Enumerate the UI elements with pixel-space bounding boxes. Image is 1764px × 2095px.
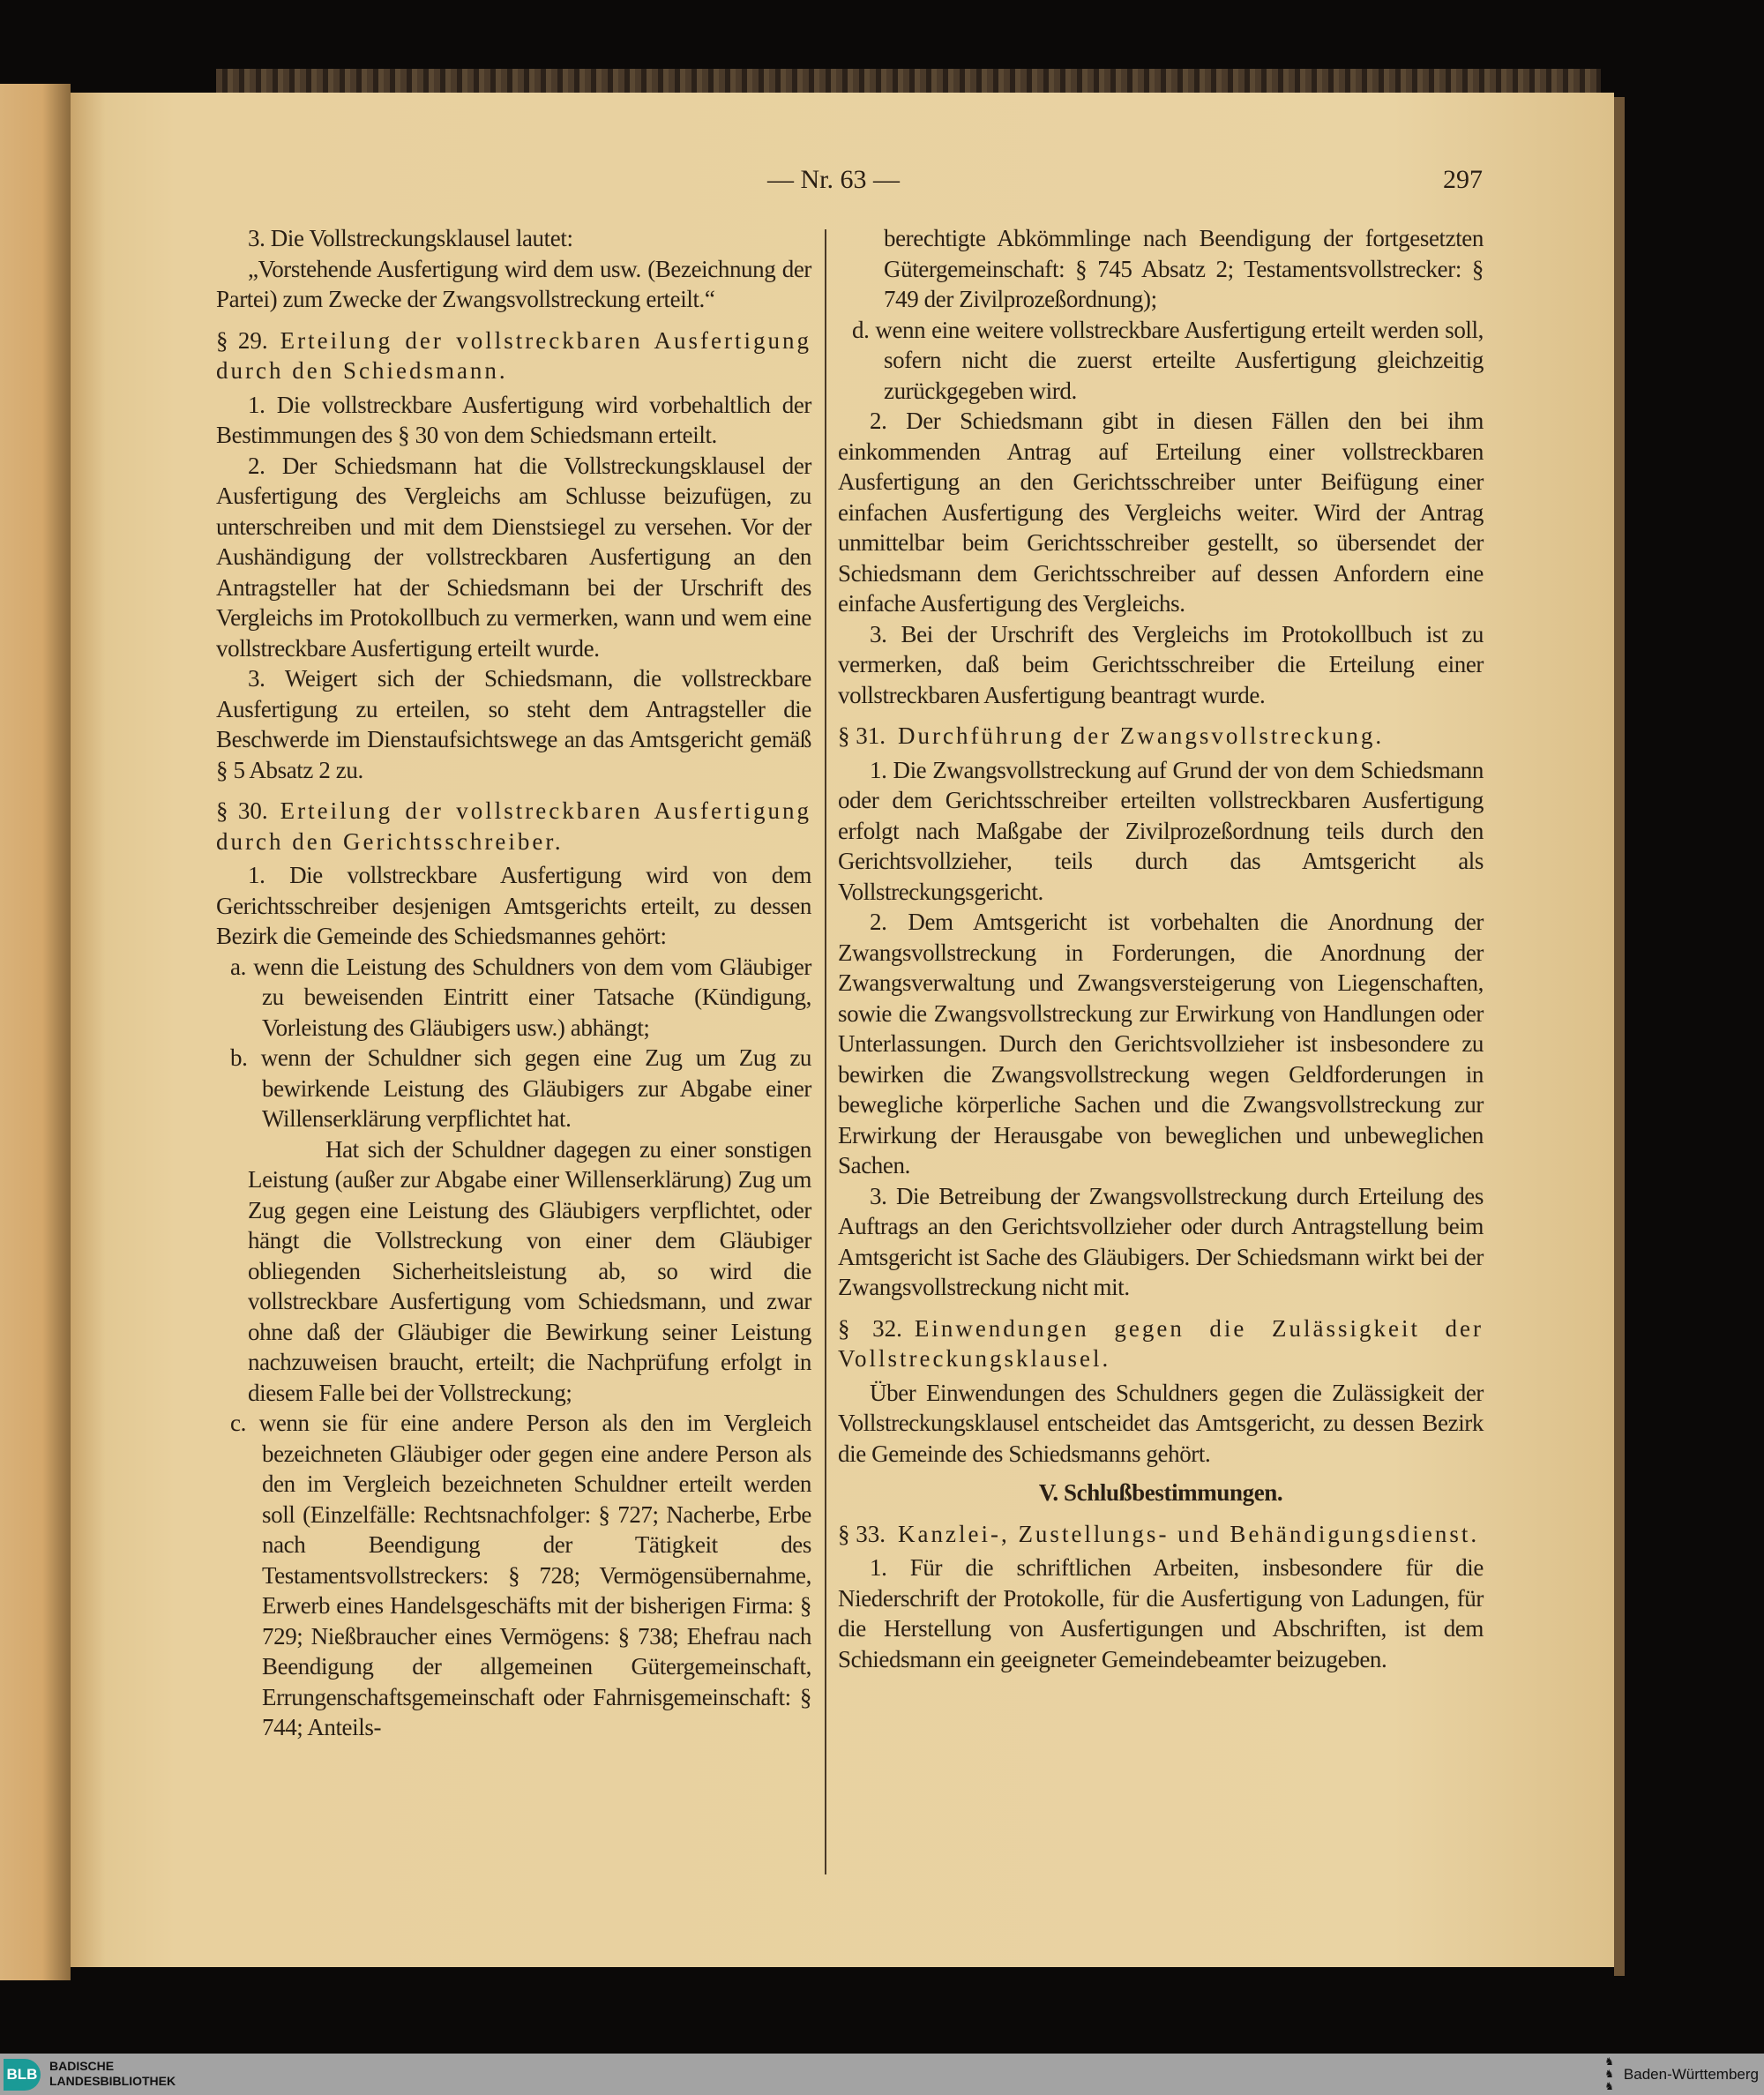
list-item-a: a. wenn die Leistung des Schuldners von dem vom Gläubiger zu beweisenden Eintritt einer Tatsache (Kündigung, Vorleistung des Gläubigers usw.) abhängt; <box>230 953 811 1041</box>
section-heading-32 <box>838 1313 1484 1374</box>
right-column <box>838 223 1484 1674</box>
paragraph: 3. Bei der Urschrift des Vergleichs im Protokollbuch ist zu vermerken, daß beim Gerichtsschreiber die Erteilung einer vollstreckbaren Ausfertigung beantragt wurde. <box>838 620 1484 708</box>
column-divider <box>825 229 826 1874</box>
paragraph: 3. Die Betreibung der Zwangsvollstreckung durch Erteilung des Auftrags an den Gerichtsvollzieher oder durch Antragstellung beim Amtsgericht ist Sache des Gläubigers. Der Schiedsmann wirkt bei der Zwangsvollstreckung nicht mit. <box>838 1182 1484 1300</box>
paragraph: 2. Dem Amtsgericht ist vorbehalten die Anordnung der Zwangsvollstreckung in Forderungen, die Anordnung der Zwangsverwaltung und Zwangsversteigerung von Liegenschaften, sowie die Zwangsvollstreckung zur Erwirkung von Handlungen oder Unterlassungen. Durch den Gerichtsvollzieher ist insbesondere zu bewirken die Zwangsvollstreckung wegen Geldforderungen in bewegliche körperliche Sachen und die Zwangsvollstreckung zur Erwirkung der Herausgabe von beweglichen und unbeweglichen Sachen. <box>838 909 1484 1178</box>
page-top-edge <box>216 69 1601 95</box>
paragraph: 3. Weigert sich der Schiedsmann, die vollstreckbare Ausfertigung zu erteilen, so steht dem Antragsteller die Beschwerde im Dienstaufsichtswege an das Amtsgericht gemäß § 5 Absatz 2 zu. <box>216 665 811 783</box>
paragraph: 1. Die vollstreckbare Ausfertigung wird von dem Gerichtsschreiber desjenigen Amtsgerichts erteilt, zu dessen Bezirk die Gemeinde des Schiedsmannes gehört: <box>216 862 811 949</box>
paragraph: 1. Für die schriftlichen Arbeiten, insbesondere für die Niederschrift der Protokolle, für die Ausfertigung von Ladungen, für die Herstellung von Ausfertigungen und Abschriften, ist dem Schiedsmann ein geeigneter Gemeindebeamter beizugeben. <box>838 1554 1484 1672</box>
paragraph: 3. Die Vollstreckungsklausel lautet: <box>248 225 573 251</box>
section-number: § 31. <box>838 722 886 749</box>
section-title: Durchführung der Zwangsvollstreckung. <box>898 722 1385 749</box>
paragraph: 2. Der Schiedsmann gibt in diesen Fällen den bei ihm einkommenden Antrag auf Erteilung einer vollstreckbaren Ausfertigung an den Gerichtsschreiber unter Beifügung einer einfachen Ausfertigung des Vergleichs weiter. Wird der Antrag unmittelbar beim Gerichtsschreiber gestellt, so übersendet der Schiedsmann dem Gerichtsschreiber auf dessen Anfordern eine einfache Ausfertigung des Vergleichs. <box>838 408 1484 617</box>
section-number: § 29. <box>216 326 268 354</box>
page-number: 297 <box>1443 165 1483 194</box>
state-logo-text[interactable]: Baden-Württemberg <box>1623 2066 1759 2083</box>
section-number: § 33. <box>838 1520 886 1547</box>
paragraph: 2. Der Schiedsmann hat die Vollstreckungsklausel der Ausfertigung des Vergleichs am Schlusse beizufügen, zu unterschreiben und mit dem Dienstsiegel zu versehen. Vor der Aushändigung der vollstreckbaren Ausfertigung an den Antragsteller hat der Schiedsmann bei der Urschrift des Vergleichs im Protokollbuch zu vermerken, wann und wem eine vollstreckbare Ausfertigung erteilt wurde. <box>216 452 811 662</box>
quote: „Vorstehende Ausfertigung wird dem usw. (Bezeichnung der Partei) zum Zwecke der Zwangsvollstreckung erteilt.“ <box>216 255 811 312</box>
left-column <box>216 223 811 1743</box>
chapter-heading: V. Schlußbestimmungen. <box>1038 1479 1283 1506</box>
paragraph: Hat sich der Schuldner dagegen zu einer sonstigen Leistung (außer zur Abgabe einer Willenserklärung) Zug um Zug gegen eine Leistung des Gläubigers verpflichtet, oder hängt die Vollstreckung von einer dem Gläubiger obliegenden Sicherheitsleistung ab, so wird die vollstreckbare Ausfertigung vom Schiedsmann, und zwar ohne daß der Gläubiger die Bewirkung seiner Leistung nachzuweisen braucht, erteilt; die Nachprüfung erfolgt in diesem Falle bei der Vollstreckung; <box>248 1135 811 1406</box>
list-item-c: c. wenn sie für eine andere Person als den im Vergleich bezeichneten Gläubiger oder gegen eine andere Person als den im Vergleich bezeichneten Schuldner erteilt werden soll (Einzelfälle: Rechtsnachfolger: § 727; Nacherbe, Erbe nach Beendigung der Tätigkeit des Testamentsvollstreckers: § 728; Vermögensübernahme, Erwerb eines Handelsgeschäfts mit der bisherigen Firma: § 729; Nießbraucher eines Vermögens: § 738; Ehefrau nach Beendigung der allgemeinen Gütergemeinschaft, Errungenschaftsgemeinschaft oder Fahrnisgemeinschaft: § 744; Anteils- <box>230 1410 811 1740</box>
section-number: § 30. <box>216 797 268 824</box>
page-header <box>71 165 1614 200</box>
section-title: Einwendungen gegen die Zulässigkeit der Vollstreckungsklausel. <box>838 1314 1484 1372</box>
scanned-page <box>71 93 1614 1967</box>
library-name[interactable] <box>49 2059 176 2089</box>
section-heading-33 <box>838 1519 1484 1550</box>
viewer-footer <box>0 2054 1764 2095</box>
paragraph: 1. Die Zwangsvollstreckung auf Grund der von dem Schiedsmann oder dem Gerichtsschreiber erteilten vollstreckbaren Ausfertigung erfolgt nach Maßgabe der Zivilprozeßordnung teils durch den Gerichtsvollzieher, teils durch das Amtsgericht als Vollstreckungsgericht. <box>838 756 1484 905</box>
list-item-c-continued: berechtigte Abkömmlinge nach Beendigung der fortgesetzten Gütergemeinschaft: § 745 Absatz 2; Testamentsvollstrecker: § 749 der Zivilprozeßordnung); <box>884 225 1484 312</box>
section-heading-31 <box>838 721 1484 752</box>
section-number: § 32. <box>838 1314 902 1342</box>
section-title: Erteilung der vollstreckbaren Ausfertigung durch den Gerichtsschreiber. <box>216 797 811 855</box>
section-title: Kanzlei-, Zustellungs- und Behändigungsdienst. <box>898 1520 1480 1547</box>
library-name-line2: LANDESBIBLIOTHEK <box>49 2074 176 2088</box>
paragraph: Über Einwendungen des Schuldners gegen die Zulässigkeit der Vollstreckungsklausel entscheidet das Amtsgericht, zu dessen Bezirk die Gemeinde des Schiedsmanns gehört. <box>838 1379 1484 1467</box>
list-item-b: b. wenn der Schuldner sich gegen eine Zug um Zug zu bewirkende Leistung des Gläubigers zur Abgabe einer Willenserklärung verpflichtet hat. <box>230 1044 811 1132</box>
section-title: Erteilung der vollstreckbaren Ausfertigung durch den Schiedsmann. <box>216 326 811 384</box>
section-heading-29 <box>216 325 811 386</box>
section-heading-30 <box>216 796 811 857</box>
paragraph: 1. Die vollstreckbare Ausfertigung wird vorbehaltlich der Bestimmungen des § 30 von dem Schiedsmann erteilt. <box>216 391 811 448</box>
issue-number: — Nr. 63 — <box>767 165 900 194</box>
lions-coat-of-arms-icon: ♞ ♞ ♞ <box>1604 2055 1614 2092</box>
blb-logo[interactable]: BLB <box>4 2059 41 2091</box>
list-item-d: d. wenn eine weitere vollstreckbare Ausfertigung erteilt werden soll, sofern nicht die zuerst erteilte Ausfertigung gleichzeitig zurückgegeben wird. <box>852 316 1484 404</box>
library-name-line1: BADISCHE <box>49 2059 115 2073</box>
previous-page-edge <box>0 84 71 1980</box>
page-right-edge <box>1614 97 1625 1976</box>
